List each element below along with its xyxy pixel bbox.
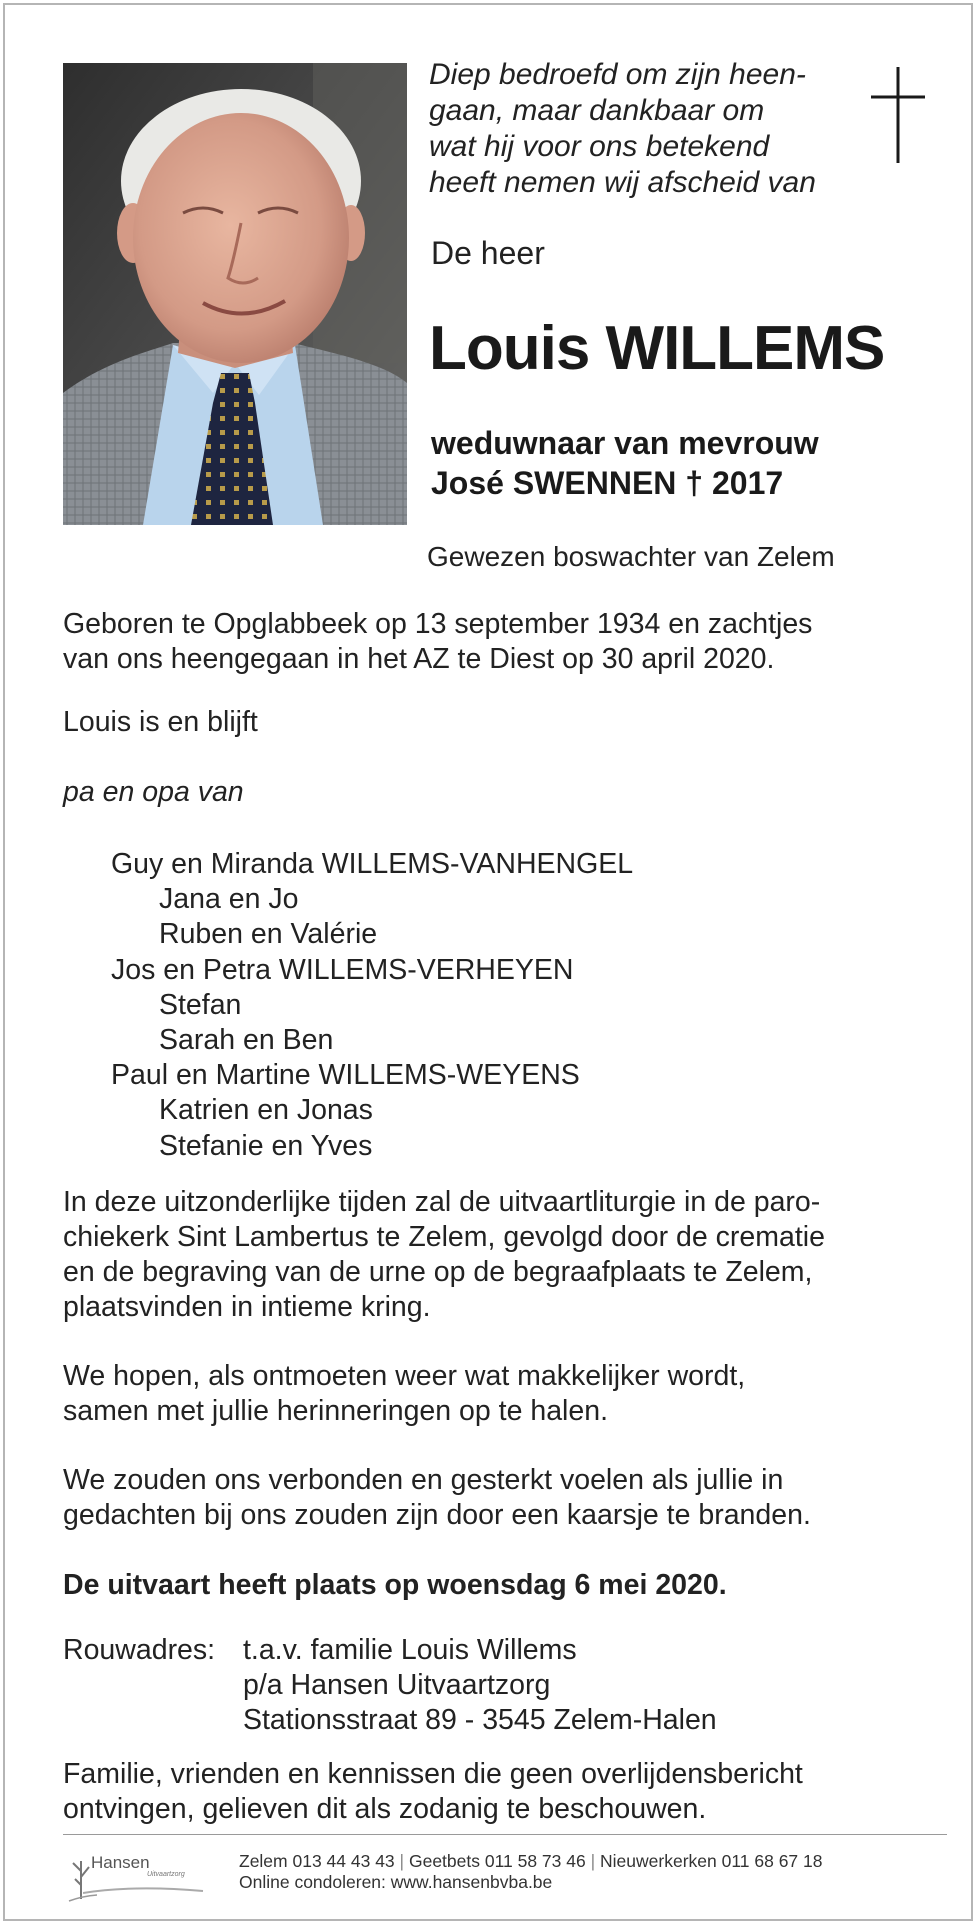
phone-geetbets: Geetbets 011 58 73 46: [408, 1851, 586, 1871]
intro-line: Diep bedroefd om zijn heen-: [429, 58, 806, 91]
intro-line: heeft nemen wij afscheid van: [429, 166, 816, 199]
mourning-address: [63, 1633, 717, 1738]
hansen-logo: [67, 1851, 207, 1903]
cross-icon: [869, 65, 927, 165]
text-line: chiekerk Sint Lambertus te Zelem, gevolgd door de crematie: [63, 1221, 825, 1253]
address-label: Rouwadres:: [63, 1634, 216, 1666]
grandchild: Stefan: [159, 988, 242, 1021]
candle-paragraph: [63, 1463, 943, 1533]
text-line: ontvingen, gelieven dit als zodanig te beschouwen.: [63, 1793, 707, 1825]
footer-divider: [63, 1834, 947, 1835]
address-line: p/a Hansen Uitvaartzorg: [243, 1669, 551, 1701]
grandchild: Sarah en Ben: [159, 1024, 334, 1057]
funeral-date: De uitvaart heeft plaats op woensdag 6 mei 2020.: [63, 1569, 727, 1601]
text-line: In deze uitzonderlijke tijden zal de uitvaartliturgie in de paro-: [63, 1186, 821, 1218]
remains-statement: Louis is en blijft: [63, 706, 258, 738]
address-line: Stationsstraat 89 - 3545 Zelem-Halen: [243, 1704, 717, 1736]
separator: |: [590, 1851, 596, 1871]
address-line: t.a.v. familie Louis Willems: [243, 1634, 577, 1666]
intro-line: wat hij voor ons betekend: [429, 130, 770, 163]
text-line: plaatsvinden in intieme kring.: [63, 1291, 431, 1323]
honorific: De heer: [431, 235, 545, 271]
phone-nieuwerkerken: Nieuwerkerken 011 68 67 18: [600, 1851, 823, 1871]
birth-statement: [63, 607, 943, 677]
intro-line: gaan, maar dankbaar om: [429, 94, 765, 127]
online-condolence-link[interactable]: Online condoleren: www.hansenbvba.be: [239, 1872, 553, 1892]
portrait-image: [63, 63, 407, 525]
text-line: gedachten bij ons zouden zijn door een kaarsje te branden.: [63, 1499, 811, 1531]
liturgy-paragraph: [63, 1185, 943, 1325]
text-line: en de begraving van de urne op de begraafplaats te Zelem,: [63, 1256, 813, 1288]
family-list: [63, 847, 633, 1164]
portrait-photo: [63, 63, 407, 525]
logo-name: Hansen: [91, 1853, 150, 1872]
widow-line: José SWENNEN † 2017: [431, 465, 784, 501]
widow-line: weduwnaar van mevrouw: [431, 425, 819, 461]
logo-swoosh: [83, 1885, 223, 1897]
grandchild: Ruben en Valérie: [159, 918, 378, 951]
logo-subtitle: Uitvaartzorg: [147, 1871, 185, 1878]
phone-zelem: Zelem 013 44 43 43: [239, 1851, 395, 1871]
text-line: Geboren te Opglabbeek op 13 september 1934 en zachtjes: [63, 608, 813, 640]
grandchild: Katrien en Jonas: [159, 1094, 373, 1127]
obituary-card: [3, 3, 973, 1921]
widow-statement: [431, 423, 819, 503]
intro-text: [429, 57, 849, 201]
text-line: Familie, vrienden en kennissen die geen overlijdensbericht: [63, 1758, 803, 1790]
closing-notice: [63, 1757, 943, 1827]
hope-paragraph: [63, 1359, 943, 1429]
family-member: Jos en Petra WILLEMS-VERHEYEN: [111, 953, 574, 986]
separator: |: [399, 1851, 405, 1871]
text-line: samen met jullie herinneringen op te halen.: [63, 1395, 609, 1427]
occupation: Gewezen boswachter van Zelem: [427, 541, 835, 572]
relation-statement: pa en opa van: [63, 776, 244, 808]
family-member: Paul en Martine WILLEMS-WEYENS: [111, 1059, 580, 1092]
text-line: We zouden ons verbonden en gesterkt voelen als jullie in: [63, 1464, 784, 1496]
deceased-name: Louis WILLEMS: [429, 314, 885, 383]
text-line: We hopen, als ontmoeten weer wat makkelijker wordt,: [63, 1360, 746, 1392]
grandchild: Stefanie en Yves: [159, 1129, 373, 1162]
text-line: van ons heengegaan in het AZ te Diest op 30 april 2020.: [63, 643, 775, 675]
footer-contact: [239, 1851, 823, 1893]
family-member: Guy en Miranda WILLEMS-VANHENGEL: [111, 848, 634, 880]
grandchild: Jana en Jo: [159, 883, 299, 916]
